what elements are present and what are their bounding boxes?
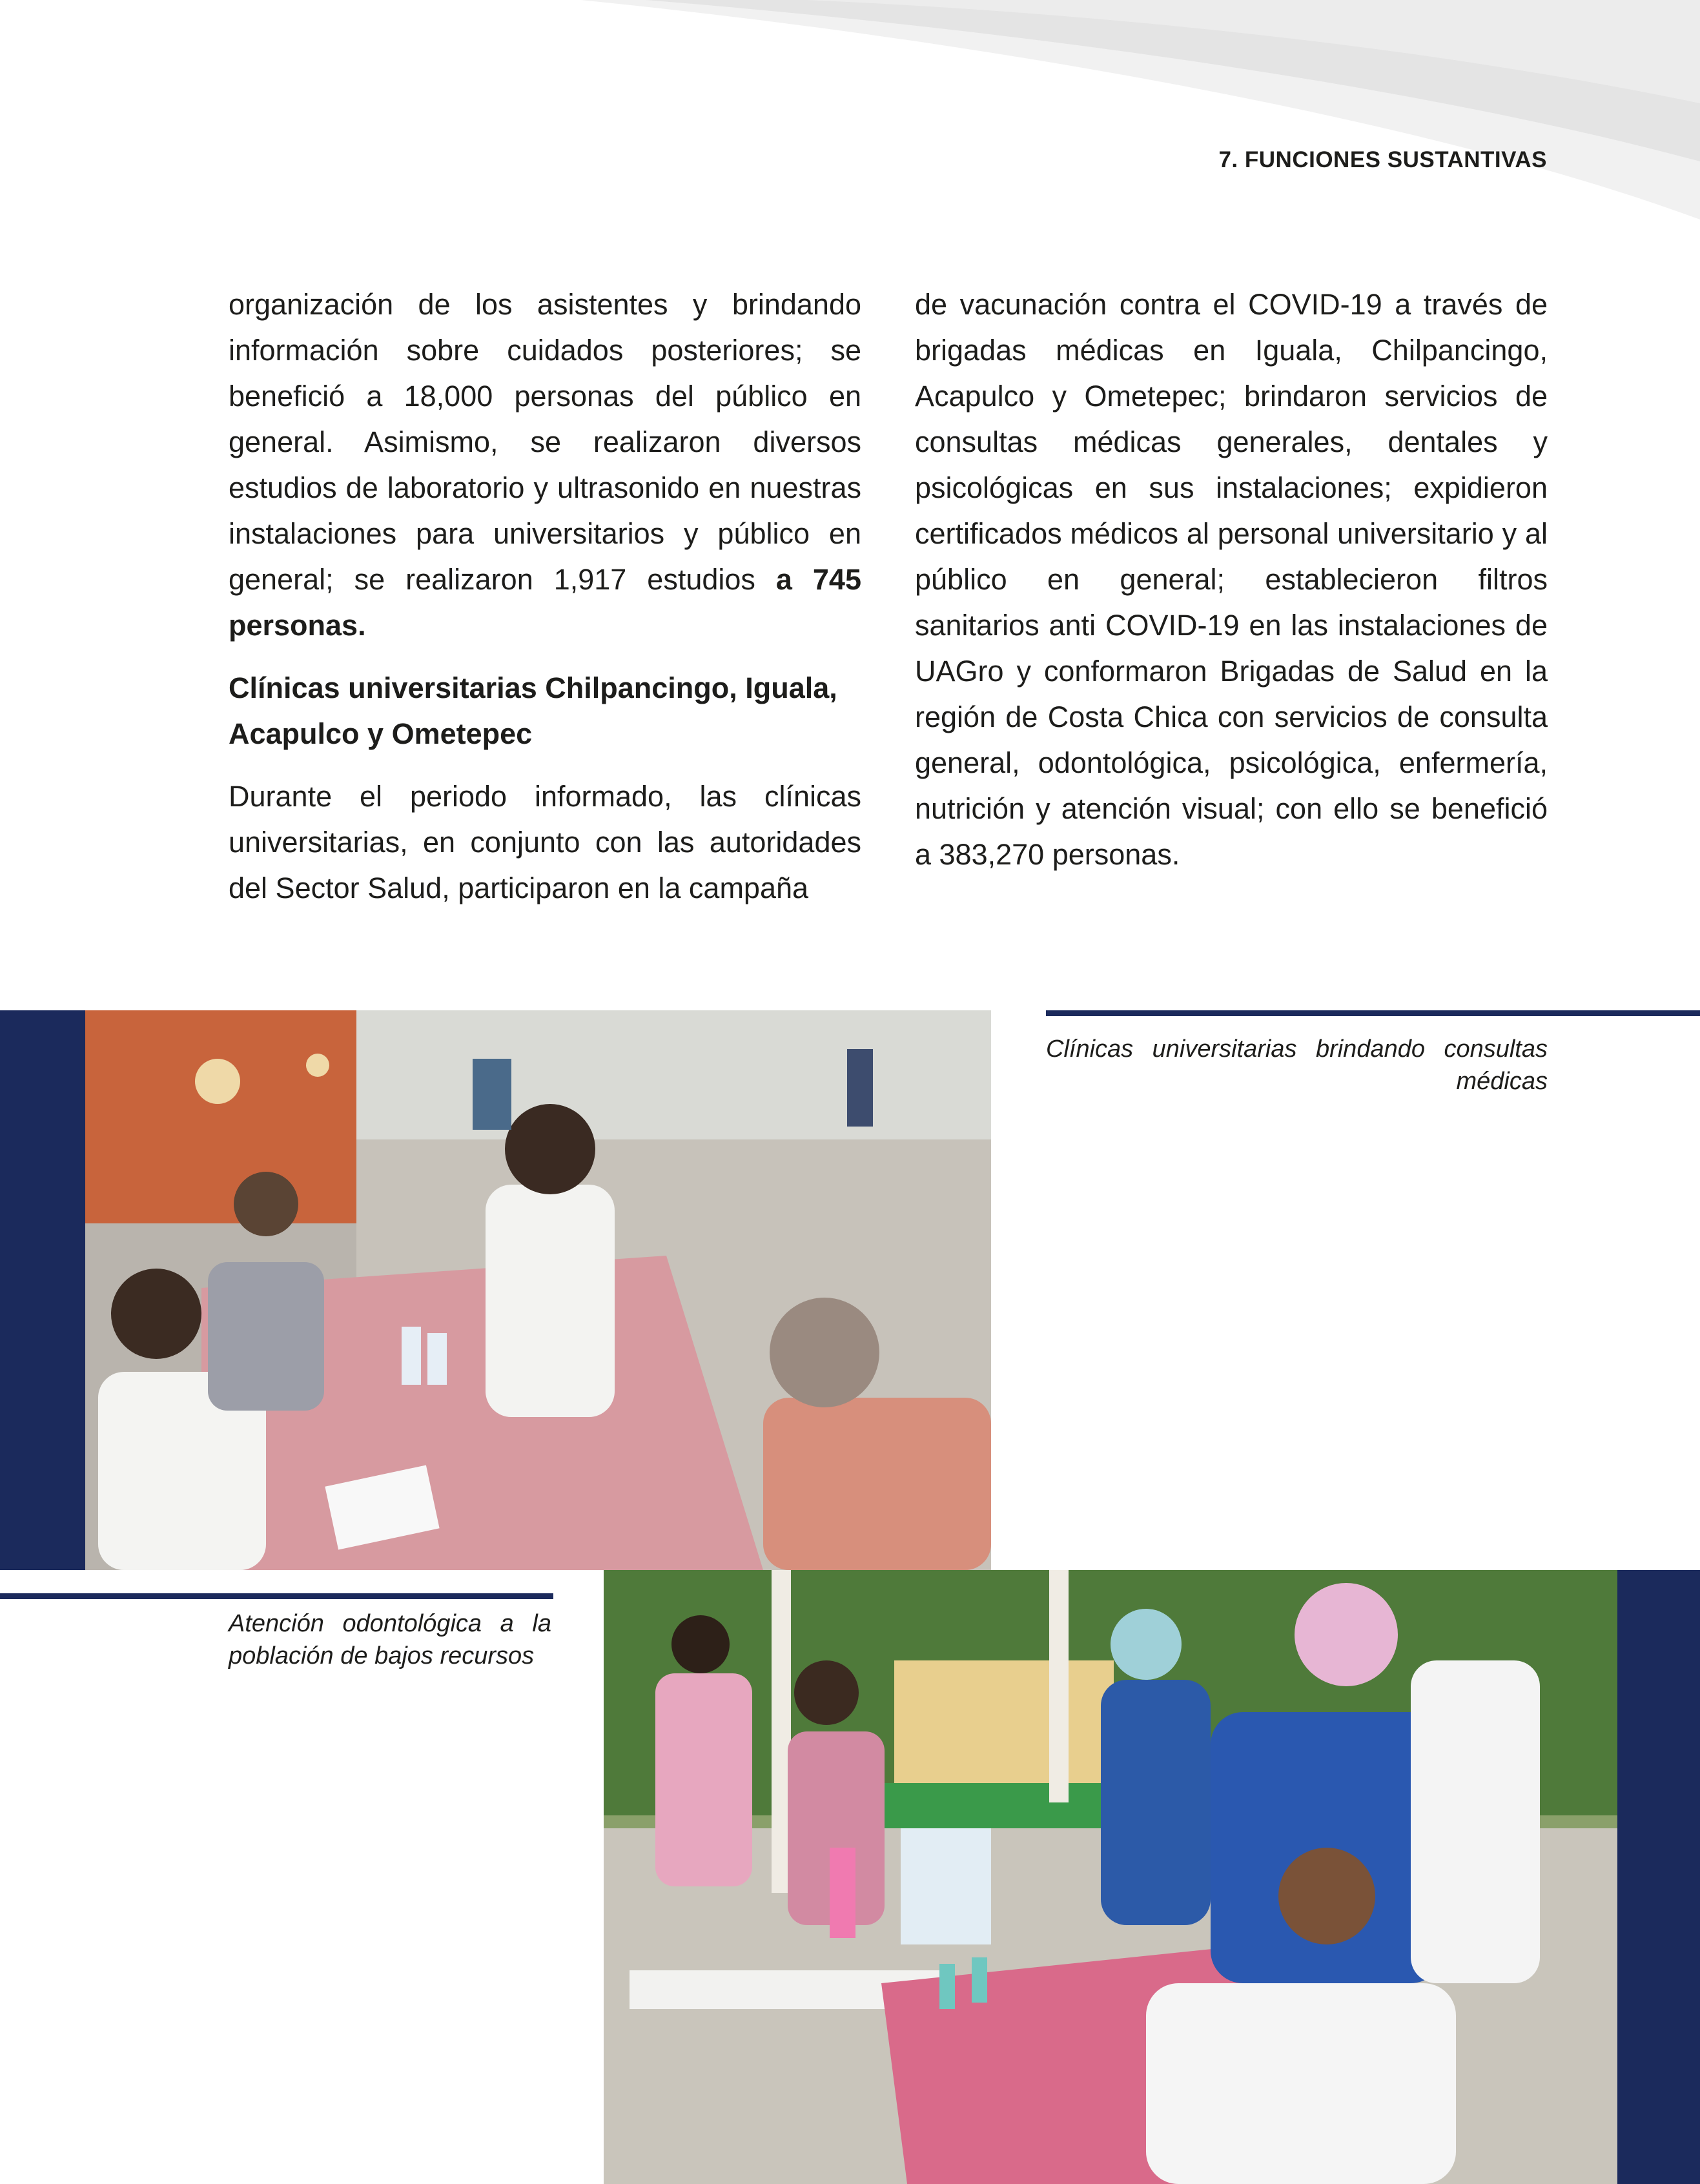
bold-text: a 745 personas. (229, 563, 861, 642)
header-swoosh-decoration (0, 0, 1700, 232)
caption-rule-1 (1046, 1010, 1700, 1016)
figure-caption: Clínicas universitarias brindando consultas médicas (1046, 1036, 1548, 1095)
caption-rule-2 (0, 1593, 553, 1599)
subheading: Clínicas universitarias Chilpancingo, Iguala, Acapulco y Ometepec (229, 671, 837, 750)
paragraph (229, 281, 861, 648)
paragraph: Durante el periodo informado, las clínicas universitarias, en conjunto con las autoridades del Sector Salud, participaron en la campaña (229, 780, 861, 904)
navy-accent-right (1617, 1570, 1700, 2184)
medical-consultation-photo (85, 1010, 991, 1570)
paragraph: de vacunación contra el COVID-19 a través de brigadas médicas en Iguala, Chilpancingo, Acapulco y Ometepec; brindaron servicios de consultas médicas generales, dentales y psicológicas en sus instalaciones; expidieron certificados médicos al personal universitario y al público en general; establecieron filtros sanitarios anti COVID-19 en las instalaciones de UAGro y conformaron Brigadas de Salud en la región de Costa Chica con servicios de consulta general, odontológica, psicológica, enfermería, nutrición y atención visual; con ello se benefició a 383,270 personas. (915, 288, 1548, 871)
figure-caption: Atención odontológica a la población de bajos recursos (229, 1610, 551, 1669)
paragraph-text: organización de los asistentes y brindando información sobre cuidados posteriores; se benefició a 18,000 personas del público en general. Asimismo, se realizaron diversos estudios de laboratorio y ultrasonido en nuestras instalaciones para universitarios y público en general; se realizaron 1,917 estudios (229, 288, 861, 596)
left-text-column (229, 281, 861, 928)
dental-care-photo (604, 1570, 1617, 2184)
navy-accent-left (0, 1010, 85, 1570)
section-title: 7. FUNCIONES SUSTANTIVAS (1218, 147, 1547, 172)
right-text-column (915, 281, 1548, 894)
